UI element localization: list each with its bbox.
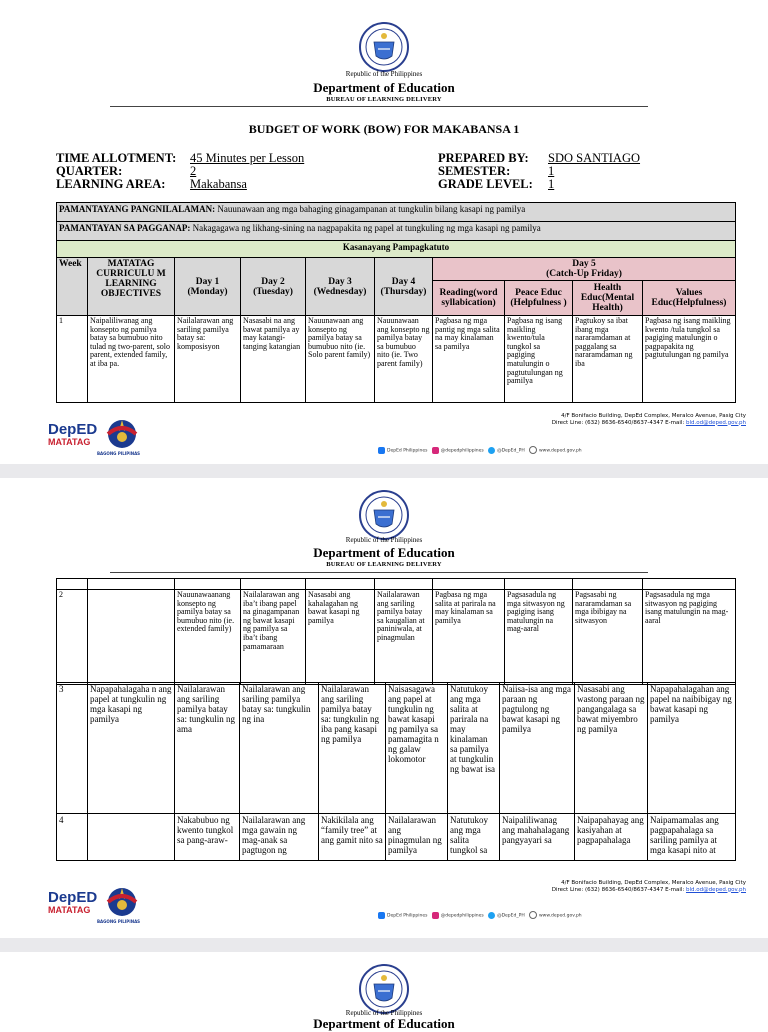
page-1 xyxy=(0,0,768,464)
twitter-link[interactable]: @DepEd_PH xyxy=(497,448,525,454)
health-header: Health Educ(Mental Health) xyxy=(573,281,643,316)
day4-cell: Nauunawaan ang konsepto ng pamilya batay sa bumubuo nito (ie. Two parent family) xyxy=(375,316,433,403)
contact-line: Direct Line: (632) 8636-6540/8637-4347 E-mail: xyxy=(551,419,686,426)
semester-label: SEMESTER: xyxy=(438,164,511,178)
values-cell: Napapahalagahan ang papel na naibibigay ng bawat kasapi ng pamilya xyxy=(648,683,736,814)
prepared-by-value: SDO SANTIAGO xyxy=(548,151,641,165)
twitter-link[interactable]: @DepEd_PH xyxy=(497,913,525,919)
reading-cell: Natutukoy ang mga salita at parirala na may kinalaman sa pamilya at tungkulin ng bawat isa xyxy=(448,683,500,814)
deped-matatag-logo xyxy=(48,890,97,915)
objective-cell xyxy=(88,814,175,861)
reading-cell: Natutukoy ang mga salita tungkol sa xyxy=(448,814,500,861)
address-line: 4/F Bonifacio Building, DepEd Complex, Meralco Avenue, Pasig City xyxy=(561,413,746,419)
social-bar xyxy=(378,911,582,919)
day2-label: Day 2 xyxy=(261,276,285,287)
kasanayan-cell: Kasanayang Pampagkatuto xyxy=(57,241,736,258)
header-rule xyxy=(110,106,648,107)
quarter-label: QUARTER: xyxy=(56,164,123,178)
learning-area-label: LEARNING AREA: xyxy=(56,177,166,191)
day4-header xyxy=(375,258,433,316)
social-bar xyxy=(378,446,582,454)
day2-cell: Nailalarawan ang sariling pamilya batay sa: tungkulin ng ina xyxy=(240,683,319,814)
objectives-header: MATATAG CURRICULU M LEARNING OBJECTIVES xyxy=(88,258,175,316)
deped-seal-icon xyxy=(359,964,409,1014)
health-cell: Pagtukoy sa ibat ibang mga nararamdaman at paggalang sa nararamdaman ng iba xyxy=(573,316,643,403)
values-cell: Pagsasadula ng mga sitwasyon ng pagiging isang matulungin na mag-aaral xyxy=(643,590,736,685)
day5-sub: (Catch-Up Friday) xyxy=(546,269,622,279)
bow-table-page1 xyxy=(56,202,736,403)
time-allotment-label: TIME ALLOTMENT: xyxy=(56,151,177,165)
header-rule xyxy=(110,572,648,573)
bureau-text: BUREAU OF LEARNING DELIVERY xyxy=(326,561,442,568)
day3-cell: Nailalarawan ang sariling pamilya batay sa: tungkulin ng iba pang kasapi ng pamilya xyxy=(319,683,386,814)
day4-cell: Nailalarawan ang pinagmulan ng pamilya xyxy=(386,814,448,861)
bagong-pilipinas-text: BAGONG PILIPINAS xyxy=(97,919,141,924)
footer-address xyxy=(552,880,746,893)
page-separator xyxy=(0,464,768,478)
info-right xyxy=(438,152,640,191)
day3-cell: Nauunawaan ang konsepto ng pamilya batay sa bumubuo nito (ie. Solo parent family) xyxy=(306,316,375,403)
health-cell: Naipapahayag ang kasiyahan at pagpapahalaga xyxy=(575,814,648,861)
bagong-pilipinas-text: BAGONG PILIPINAS xyxy=(97,451,141,456)
reading-header: Reading(word syllabication) xyxy=(433,281,505,316)
address-line: 4/F Bonifacio Building, DepEd Complex, Meralco Avenue, Pasig City xyxy=(561,880,746,886)
prepared-by-label: PREPARED BY: xyxy=(438,151,529,165)
bagong-pilipinas-emblem-icon xyxy=(100,417,144,455)
pangnilalaman-cell xyxy=(57,203,736,222)
semester-value: 1 xyxy=(548,164,555,178)
day1-sub: (Monday) xyxy=(187,286,228,297)
matatag-logo-text: MATATAG xyxy=(48,437,91,447)
republic-text: Republic of the Philippines xyxy=(345,536,423,544)
pagganap-label: PAMANTAYAN SA PAGGANAP: xyxy=(59,223,191,233)
table-row xyxy=(57,683,736,814)
objective-cell: Napapahalagaha n ang papel at tungkulin ng mga kasapi ng pamilya xyxy=(88,683,175,814)
facebook-link[interactable]: DepEd Philippines xyxy=(387,448,428,454)
peace-cell: Naipaliliwanag ang mahahalagang pangyayari sa xyxy=(500,814,575,861)
bagong-pilipinas-emblem-icon xyxy=(100,885,144,923)
quarter-value: 2 xyxy=(190,164,197,178)
day3-label: Day 3 xyxy=(328,276,352,287)
facebook-link[interactable]: DepEd Philippines xyxy=(387,913,428,919)
objective-cell xyxy=(88,590,175,685)
day1-cell: Nakabubuo ng kwento tungkol sa pang-araw- xyxy=(175,814,240,861)
week-cell: 2 xyxy=(57,590,88,685)
day1-cell: Nailalarawan ang sariling pamilya batay sa: komposisyon xyxy=(175,316,241,403)
deped-matatag-logo xyxy=(48,422,97,447)
day5-header xyxy=(433,258,736,281)
bow-table-page2-top xyxy=(56,578,736,685)
pagganap-cell xyxy=(57,222,736,241)
health-cell: Nasasabi ang wastong paraan ng pangangalaga sa bawat miyembro ng pamilya xyxy=(575,683,648,814)
time-allotment-value: 45 Minutes per Lesson xyxy=(190,151,305,165)
footer-address xyxy=(552,413,746,426)
health-cell: Pagsasabi ng nararamdaman sa mga ibibigay na sitwasyon xyxy=(573,590,643,685)
matatag-logo-text: MATATAG xyxy=(48,905,91,915)
objective-cell: Naipaliliwanag ang konsepto ng pamilya batay sa bumubuo nito tulad ng two-parent, solo parent, extended family, at iba pa. xyxy=(88,316,175,403)
twitter-icon xyxy=(488,447,495,454)
deped-logo-text: DepED xyxy=(48,421,98,438)
bureau-text: BUREAU OF LEARNING DELIVERY xyxy=(326,96,442,103)
deped-logo-text: DepED xyxy=(48,889,98,906)
day4-cell: Nailalarawan ang sariling pamilya batay sa kaugalian at paniniwala, at pinagmulan xyxy=(375,590,433,685)
peace-cell: Pagbasa ng isang maikling kwento/tula tungkol sa pagiging matulungin o pagtutulungan ng pamilya xyxy=(505,316,573,403)
peace-cell: Pagsasadula ng mga sitwasyon ng pagiging isang matulungin na mag-aaral xyxy=(505,590,573,685)
day3-cell: Nasasabi ang kahalagahan ng bawat kasapi ng pamilya xyxy=(306,590,375,685)
website-link[interactable]: www.deped.gov.ph xyxy=(539,913,582,919)
website-link[interactable]: www.deped.gov.ph xyxy=(539,448,582,454)
info-left xyxy=(56,152,304,191)
department-title: Department of Education xyxy=(313,545,455,560)
facebook-icon xyxy=(378,447,385,454)
day4-cell: Naisasagawa ang papel at tungkulin ng bawat kasapi ng pamilya sa pamamagita n ng galaw lokomotor xyxy=(386,683,448,814)
contact-line: Direct Line: (632) 8636-6540/8637-4347 E-mail: xyxy=(551,886,686,893)
pangnilalaman-text: Nauunawaan ang mga bahaging ginagampanan at tungkulin bilang kasapi ng pamilya xyxy=(217,204,526,214)
day4-label: Day 4 xyxy=(391,276,416,287)
page-2 xyxy=(0,478,768,938)
republic-text: Republic of the Philippines xyxy=(345,1009,423,1017)
department-title: Department of Education xyxy=(313,1016,455,1031)
globe-icon xyxy=(529,446,537,454)
email-link[interactable]: bld.od@deped.gov.ph xyxy=(685,886,746,893)
table-row xyxy=(57,590,736,685)
day1-label: Day 1 xyxy=(195,276,220,287)
instagram-link[interactable]: @depedphilippines xyxy=(440,913,484,919)
page-3 xyxy=(0,952,768,1031)
day1-cell: Nailalarawan ang sariling pamilya batay sa: tungkulin ng ama xyxy=(175,683,240,814)
day2-sub: (Tuesday) xyxy=(253,286,293,297)
week-header: Week xyxy=(57,258,88,316)
grade-level-label: GRADE LEVEL: xyxy=(438,177,533,191)
instagram-icon xyxy=(432,447,439,454)
day1-cell: Nauunawaanang konsepto ng pamilya batay sa bumubuo nito (ie. extended family) xyxy=(175,590,241,685)
email-link[interactable]: bld.od@deped.gov.ph xyxy=(685,419,746,426)
pagganap-row xyxy=(57,222,736,241)
deped-seal-icon xyxy=(359,22,409,72)
week-cell: 4 xyxy=(57,814,88,861)
learning-area-value: Makabansa xyxy=(190,177,247,191)
day3-header xyxy=(306,258,375,316)
pangnilalaman-row xyxy=(57,203,736,222)
instagram-link[interactable]: @depedphilippines xyxy=(440,448,484,454)
peace-cell: Naiisa-isa ang mga paraan ng pagtulong ng bawat kasapi ng pamilya xyxy=(500,683,575,814)
week-cell: 3 xyxy=(57,683,88,814)
instagram-icon xyxy=(432,912,439,919)
reading-cell: Pagbasa ng mga salita at parirala na may kinalaman sa pamilya xyxy=(433,590,505,685)
day3-cell: Nakikilala ang “family tree” at ang gamit nito sa xyxy=(319,814,386,861)
day2-header xyxy=(241,258,306,316)
week-cell: 1 xyxy=(57,316,88,403)
column-header-row xyxy=(57,258,736,281)
grade-level-value: 1 xyxy=(548,177,555,191)
day2-cell: Nailalarawan ang iba’t ibang papel na ginagampanan ng bawat kasapi ng pamilya sa iba’t ibang pamamaraan xyxy=(241,590,306,685)
globe-icon xyxy=(529,911,537,919)
day1-header xyxy=(175,258,241,316)
twitter-icon xyxy=(488,912,495,919)
reading-cell: Pagbasa ng mga pantig ng mga salita na may kinalaman sa pamilya xyxy=(433,316,505,403)
table-row xyxy=(57,316,736,403)
values-cell: Pagbasa ng isang maikling kwento /tula tungkol sa pagiging matulungin o pagpapakita ng pagtutulungan ng pamilya xyxy=(643,316,736,403)
facebook-icon xyxy=(378,912,385,919)
spacer-row xyxy=(57,579,736,590)
document-title: BUDGET OF WORK (BOW) FOR MAKABANSA 1 xyxy=(248,122,520,136)
department-title: Department of Education xyxy=(313,80,455,95)
peace-header: Peace Educ (Helpfulness ) xyxy=(505,281,573,316)
deped-seal-icon xyxy=(359,490,409,540)
bow-table-page2-bottom xyxy=(56,682,736,861)
day3-sub: (Wednesday) xyxy=(313,286,367,297)
day2-cell: Nailalarawan ang mga gawain ng mag-anak sa pagtugon ng xyxy=(240,814,319,861)
day2-cell: Nasasabi na ang bawat pamilya ay may katangi-tanging katangian xyxy=(241,316,306,403)
day4-sub: (Thursday) xyxy=(380,286,427,297)
republic-text: Republic of the Philippines xyxy=(345,70,423,78)
kasanayan-row xyxy=(57,241,736,258)
day5-label: Day 5 xyxy=(572,259,596,269)
pagganap-text: Nakagagawa ng likhang-sining na nagpapakita ng papel at tungkuling ng mga kasapi ng pamilya xyxy=(192,223,541,233)
page-separator xyxy=(0,938,768,952)
table-row xyxy=(57,814,736,861)
values-cell: Naipamamalas ang pagpapahalaga sa sariling pamilya at mga kasapi nito at xyxy=(648,814,736,861)
pangnilalaman-label: PAMANTAYANG PANGNILALAMAN: xyxy=(59,204,216,214)
values-header: Values Educ(Helpfulness) xyxy=(643,281,736,316)
